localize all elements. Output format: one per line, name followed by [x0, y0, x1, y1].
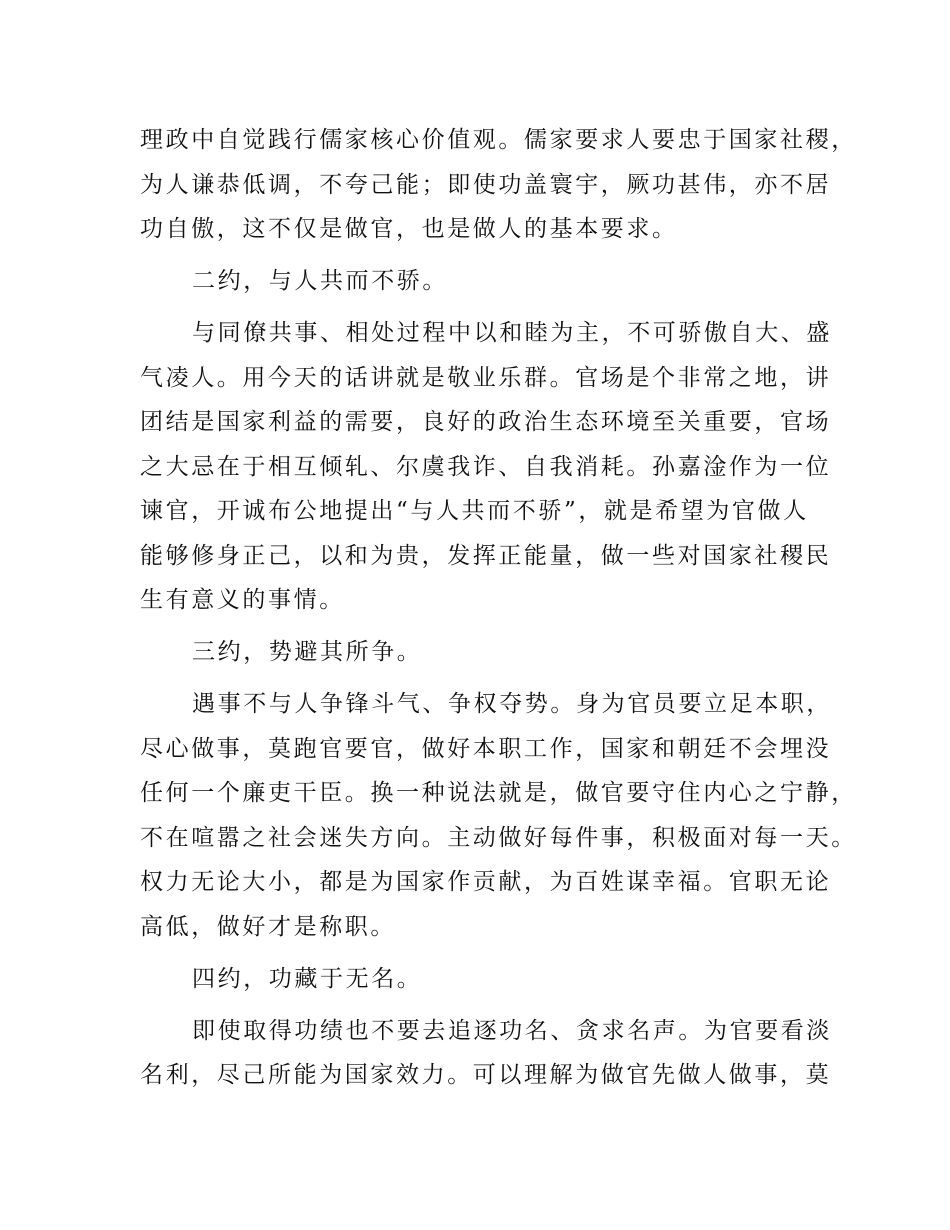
paragraph-continuation: [140, 118, 857, 252]
text-line: 名利，尽己所能为国家效力。可以理解为做官先做人做事，莫: [140, 1062, 832, 1088]
heading-line: 四约，功藏于无名。: [192, 965, 423, 992]
text-line: 即使取得功绩也不要去追逐功名、贪求名声。为官要看淡: [192, 1017, 832, 1044]
text-line: 理政中自觉践行儒家核心价值观。儒家要求人要忠于国家社稷，: [140, 127, 857, 153]
section-heading-3: [140, 630, 840, 675]
section-heading-4: [140, 957, 840, 1002]
section-heading-2: [140, 259, 840, 304]
paragraph: [140, 311, 840, 623]
text-line: 之大忌在于相互倾轧、尔虞我诈、自我消耗。孙嘉淦作为一位: [140, 453, 832, 480]
text-line: 团结是国家利益的需要，良好的政治生态环境至关重要，官场: [140, 409, 832, 435]
text-line: 能够修身正己，以和为贵，发挥正能量，做一些对国家社稷民: [140, 542, 832, 569]
text-line: 生有意义的事情。: [140, 587, 345, 613]
text-line: 与同僚共事、相处过程中以和睦为主，不可骄傲自大、盛: [192, 320, 832, 346]
paragraph: [140, 682, 857, 949]
heading-line: 二约，与人共而不骄。: [192, 268, 448, 294]
text-line: 权力无论大小，都是为国家作贡献，为百姓谋幸福。官职无论: [140, 869, 832, 895]
text-line: 功自傲，这不仅是做官，也是做人的基本要求。: [140, 216, 678, 242]
text-line: 谏官，开诚布公地提出“与人共而不骄”，就是希望为官做人: [140, 498, 809, 524]
text-line: 不在喧嚣之社会迷失方向。主动做好每件事，积极面对每一天。: [140, 824, 857, 851]
document-page: [140, 118, 857, 1105]
text-line: 高低，做好才是称职。: [140, 913, 396, 940]
text-line: 为人谦恭低调，不夸己能；即使功盖寰宇，厥功甚伟，亦不居: [140, 171, 832, 198]
heading-line: 三约，势避其所争。: [192, 639, 423, 665]
text-line: 遇事不与人争锋斗气、争权夺势。身为官员要立足本职，: [192, 691, 832, 717]
paragraph: [140, 1009, 840, 1098]
text-line: 任何一个廉吏干臣。换一种说法就是，做官要守住内心之宁静，: [140, 780, 857, 806]
text-line: 气凌人。用今天的话讲就是敬业乐群。官场是个非常之地，讲: [140, 364, 832, 391]
text-line: 尽心做事，莫跑官要官，做好本职工作，国家和朝廷不会埋没: [140, 735, 832, 762]
